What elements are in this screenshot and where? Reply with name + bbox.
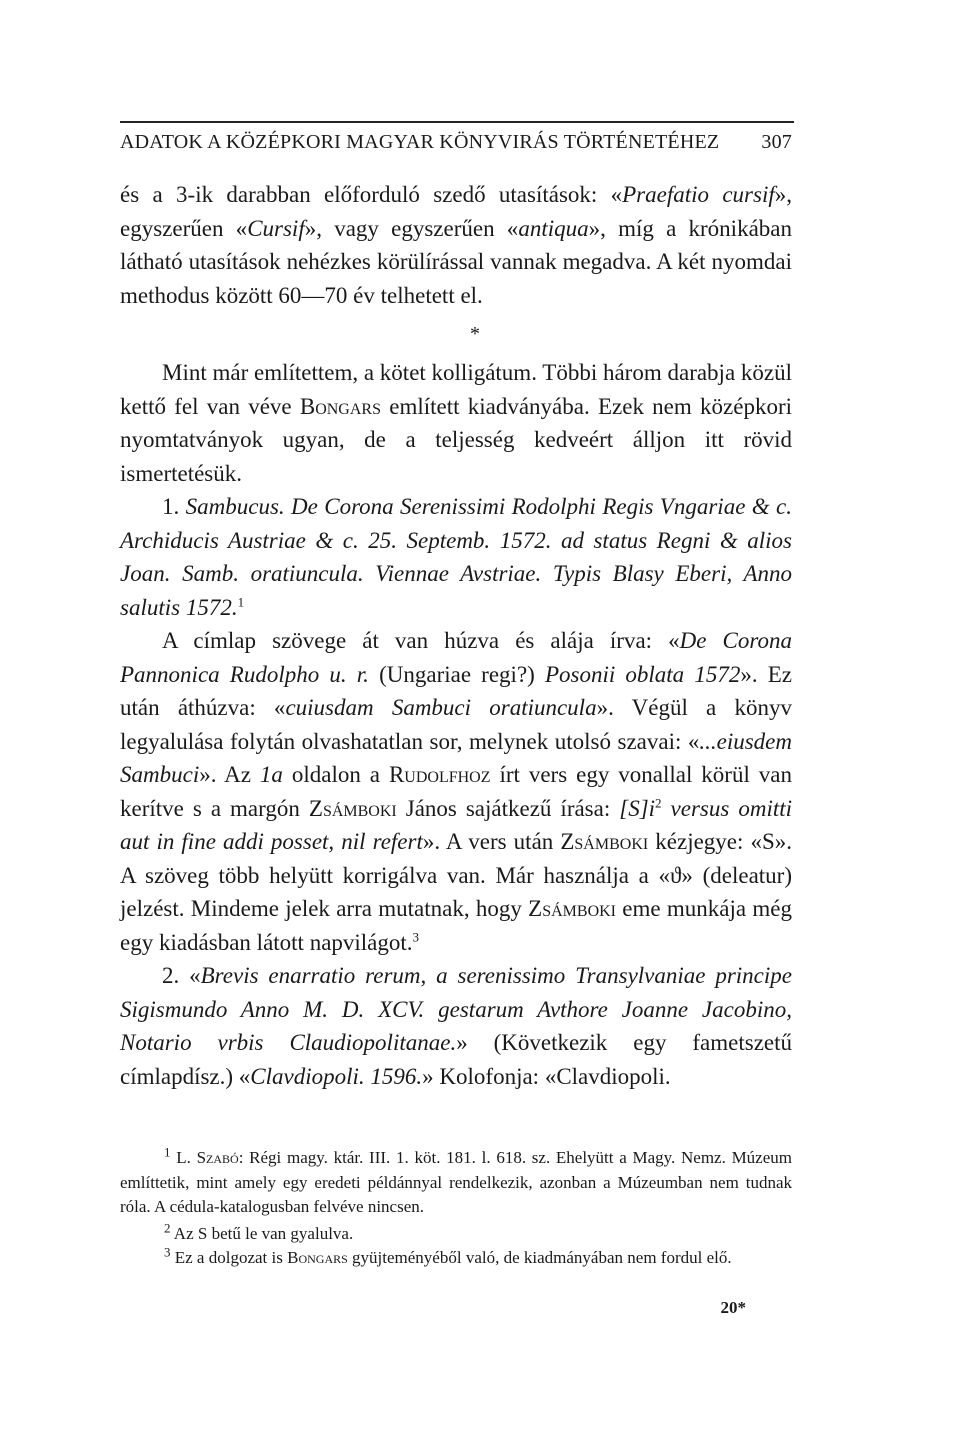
- running-head: [120, 128, 792, 156]
- footnote-ref: 1: [237, 593, 245, 609]
- footnote-ref: 2: [655, 794, 662, 810]
- footnote-2: $^2$ Az S betű le van gyalulva.: [164, 1219, 354, 1243]
- header-rule: [120, 121, 794, 123]
- footnote-3: $^3$ Ez a dolgozat is Bongars gyüjteményéből való, de kiadmányában nem fordul elő.: [164, 1244, 732, 1267]
- paragraph: és a 3-ik darabban előforduló szedő utasítások: «Praefatio cursif», egyszerűen «Cursif», vagy egyszerűen «antiqua», míg a krónikában látható utasítások nehézkes körülírással vannak megadva. A két nyomdai methodus között 60—70 év telhetett el.: [120, 182, 792, 308]
- footnote-1: $^1$ L. Szabó: Régi magy. ktár. III. 1. köt. 181. l. 618. sz. Ehelyütt a Magy. Nemz. Múzeum említtetik, mint amely egy eredeti példánnyal rendelkezik, azonban a Múzeumban nem tudnak róla. A cédula-katalogusban felvéve nincsen.: [120, 1144, 792, 1216]
- list-item-2: 2. «Brevis enarratio rerum, a serenissimo Transylvaniae principe Sigismundo Anno M. D. XCV. gestarum Avthore Joanne Jacobino, Notario vrbis Claudiopolitanae.» (Következik egy fametszetű címlapdísz.) «Clavdiopoli. 1596.» Kolofonja: «Clavdiopoli.: [120, 963, 793, 1089]
- section-asterism: *: [470, 323, 480, 345]
- footnotes: [120, 1146, 792, 1271]
- body-text: [120, 178, 792, 1093]
- paragraph: A címlap szövege át van húzva és alája írva: «De Corona Pannonica Rudolpho u. r. (Ungariae regi?) Posonii oblata 1572». Ez után áthúzva: «cuiusdam Sambuci oratiuncula». Végül a könyv legyalulása folytán olvashatatlan sor, melynek utolsó szavai: «...eiusdem Sambuci». Az 1a oldalon a Rudolfhoz írt vers egy vonallal körül van kerítve s a margón Zsámboki János sajátkezű írása: $[S]i^2$ versus omitti aut in fine addi posset, nil refert». A vers után Zsámboki kézjegye: «S». A szöveg több helyütt korrigálva van. Már használja a «ϑ» (deleatur) jelzést. Mindeme jelek arra mutatnak, hogy Zsámboki eme munkája még egy kiadásban látott napvilágot.$^3$: [120, 628, 792, 955]
- list-item-1: 1. Sambucus. De Corona Serenissimi Rodolphi Regis Vngariae & c. Archiducis Austriae & c. 25. Septemb. 1572. ad status Regni & alios Joan. Samb. oratiuncula. Viennae Avstriae. Typis Blasy Eberi, Anno salutis 1572.$^1$: [120, 494, 793, 620]
- footnote-ref: 3: [412, 928, 420, 944]
- running-head-title: ADATOK A KÖZÉPKORI MAGYAR KÖNYVIRÁS TÖRTÉNETÉHEZ: [120, 131, 720, 153]
- signature-mark: 20*: [720, 1298, 746, 1317]
- paragraph: Mint már említettem, a kötet kolligátum. Többi három darabja közül kettő fel van véve Bongars említett kiadványába. Ezek nem középkori nyomtatványok ugyan, de a teljesség kedveért álljon itt rövid ismertetésük.: [120, 360, 793, 486]
- page-number: 307: [761, 131, 792, 153]
